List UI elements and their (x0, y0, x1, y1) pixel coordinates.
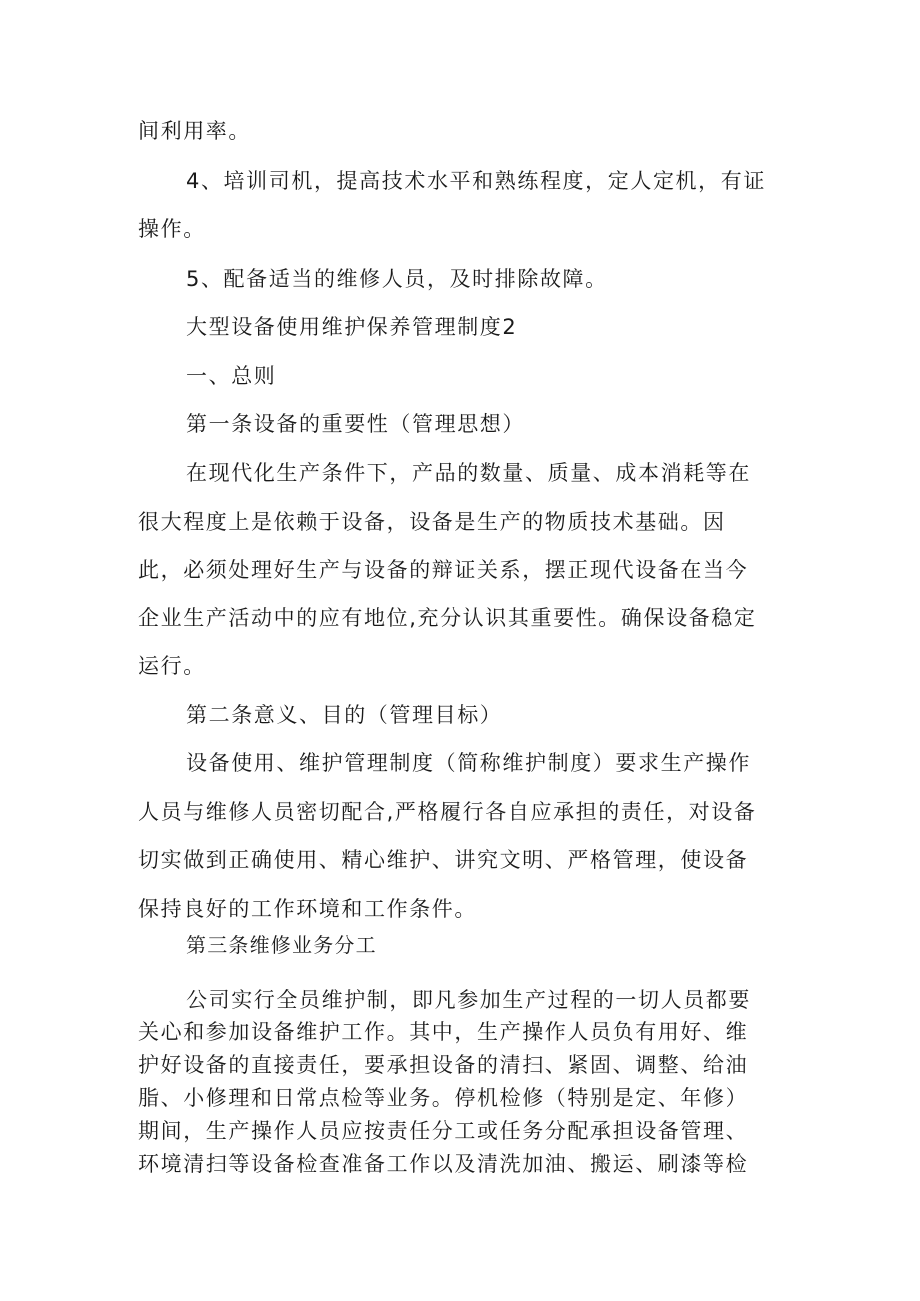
text-line-3: 操作。 (138, 217, 206, 241)
article-heading-2: 第二条意义、目的（管理目标） (186, 703, 503, 727)
text-line-4: 5、配备适当的维修人员，及时排除故障。 (186, 267, 608, 291)
article-heading-3: 第三条维修业务分工 (186, 933, 377, 957)
text-line-14: 设备使用、维护管理制度（简称维护制度）要求生产操作 (186, 751, 751, 775)
text-line-1: 间利用率。 (138, 119, 251, 143)
text-line-2: 4、培训司机，提高技术水平和熟练程度，定人定机，有证 (186, 169, 766, 193)
text-line-24: 环境清扫等设备检查准备工作以及清洗加油、搬运、刷漆等检 (138, 1152, 749, 1176)
text-line-15: 人员与维修人员密切配合,严格履行各自应承担的责任，对设备 (138, 800, 757, 824)
article-heading-1: 第一条设备的重要性（管理思想） (186, 412, 525, 436)
text-line-8: 在现代化生产条件下，产品的数量、质量、成本消耗等在 (186, 461, 751, 485)
text-line-17: 保持良好的工作环境和工作条件。 (138, 897, 477, 921)
text-line-20: 关心和参加设备维护工作。其中，生产操作人员负有用好、维 (138, 1020, 749, 1044)
chapter-heading: 一、总则 (186, 364, 277, 388)
text-line-16: 切实做到正确使用、精心维护、讲究文明、严格管理，使设备 (138, 848, 749, 872)
text-line-10: 此，必须处理好生产与设备的辩证关系，摆正现代设备在当今 (138, 558, 749, 582)
text-line-9: 很大程度上是依赖于设备，设备是生产的物质技术基础。因 (138, 510, 726, 534)
text-line-12: 运行。 (138, 654, 206, 678)
text-line-22: 脂、小修理和日常点检等业务。停机检修（特别是定、年修） (138, 1086, 749, 1110)
text-line-23: 期间，生产操作人员应按责任分工或任务分配承担设备管理、 (138, 1119, 749, 1143)
text-line-19: 公司实行全员维护制，即凡参加生产过程的一切人员都要 (186, 988, 751, 1012)
section-heading: 大型设备使用维护保养管理制度2 (186, 315, 518, 339)
text-line-11: 企业生产活动中的应有地位,充分认识其重要性。确保设备稳定 (138, 606, 757, 630)
text-line-21: 护好设备的直接责任，要承担设备的清扫、紧固、调整、给油 (138, 1053, 749, 1077)
